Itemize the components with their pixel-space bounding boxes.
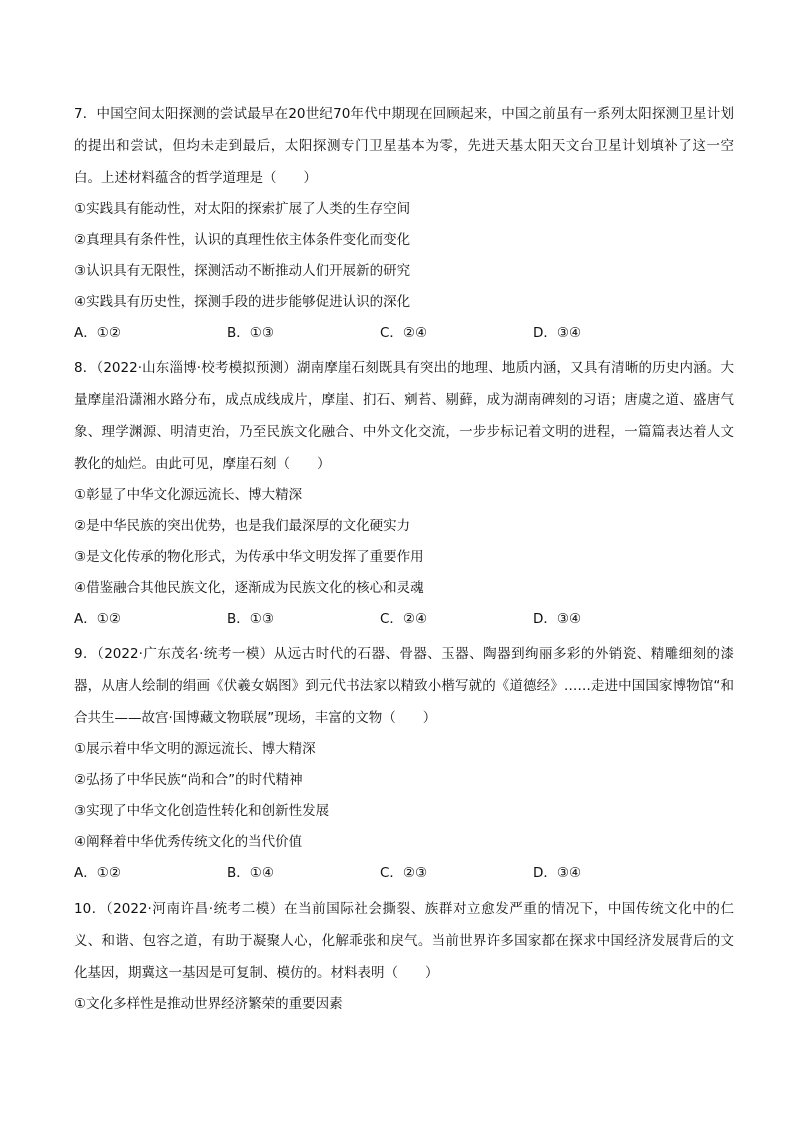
option-item: ③实现了中华文化创造性转化和创新性发展 [74, 803, 330, 819]
choice-c: C．②③ [380, 865, 428, 881]
choice-c: C．②④ [380, 611, 428, 627]
option-item: ①展示着中华文明的源远流长、博大精深 [74, 741, 316, 757]
question-7 [74, 98, 734, 349]
question-10 [74, 893, 734, 1020]
answer-choices [74, 604, 734, 635]
option-item: ②弘扬了中华民族“尚和合”的时代精神 [74, 772, 303, 788]
choice-c: C．②④ [380, 325, 428, 341]
question-stem: 9．（2022·广东茂名·统考一模）从远古时代的石器、骨器、玉器、陶器到绚丽多彩的外销瓷、精雕细刻的漆器，从唐人绘制的绢画《伏羲女娲图》到元代书法家以精致小楷写就的《道德经》……走进中国国家博物馆“和合共生——故宫·国博藏文物联展”现场，丰富的文物（ ） [74, 646, 734, 726]
option-item: ②是中华民族的突出优势，也是我们最深厚的文化硬实力 [74, 518, 411, 534]
choice-d: D．③④ [533, 325, 582, 341]
option-item: ④借鉴融合其他民族文化，逐渐成为民族文化的核心和灵魂 [74, 580, 424, 596]
choice-d: D．③④ [533, 611, 582, 627]
question-stem: 7．中国空间太阳探测的尝试最早在20世纪70年代中期现在回顾起来，中国之前虽有一系列太阳探测卫星计划的提出和尝试，但均未走到最后，太阳探测专门卫星基本为零，先进天基太阳天文台卫星计划填补了这一空白。上述材料蕴含的哲学道理是（ ） [74, 106, 734, 186]
option-item: ①文化多样性是推动世界经济繁荣的重要因素 [74, 996, 343, 1012]
option-item: ③认识具有无限性，探测活动不断推动人们开展新的研究 [74, 263, 411, 279]
option-item: ①彰显了中华文化源远流长、博大精深 [74, 487, 303, 503]
question-stem: 10．（2022·河南许昌·统考二模）在当前国际社会撕裂、族群对立愈发严重的情况下，中国传统文化中的仁义、和谐、包容之道，有助于凝聚人心，化解乖张和戾气。当前世界许多国家都在探求中国经济发展背后的文化基因，期冀这一基因是可复制、模仿的。材料表明（ ） [74, 901, 734, 981]
answer-choices [74, 858, 734, 889]
choice-b: B．①④ [227, 865, 274, 881]
choice-a: A．①② [74, 325, 121, 341]
question-stem: 8．（2022·山东淄博·校考模拟预测）湖南摩崖石刻既具有突出的地理、地质内涵，又具有清晰的历史内涵。大量摩崖沿潇湘水路分布，成点成线成片，摩崖、扪石、剜苔、剔藓，成为湖南碑刻的习语；唐虞之道、盛唐气象、理学渊源、明清吏治，乃至民族文化融合、中外文化交流，一步步标记着文明的进程，一篇篇表达着人文教化的灿烂。由此可见，摩崖石刻（ ） [74, 360, 734, 472]
option-item: ②真理具有条件性，认识的真理性依主体条件变化而变化 [74, 232, 411, 248]
choice-b: B．①③ [227, 611, 274, 627]
choice-a: A．①② [74, 611, 121, 627]
answer-choices [74, 318, 734, 349]
option-item: ④阐释着中华优秀传统文化的当代价值 [74, 834, 303, 850]
option-item: ④实践具有历史性，探测手段的进步能够促进认识的深化 [74, 294, 411, 310]
question-8 [74, 352, 734, 635]
choice-a: A．①② [74, 865, 121, 881]
question-9 [74, 638, 734, 889]
option-item: ①实践具有能动性，对太阳的探索扩展了人类的生存空间 [74, 201, 411, 217]
choice-d: D．③④ [533, 865, 582, 881]
option-item: ③是文化传承的物化形式，为传承中华文明发挥了重要作用 [74, 549, 424, 565]
choice-b: B．①③ [227, 325, 274, 341]
